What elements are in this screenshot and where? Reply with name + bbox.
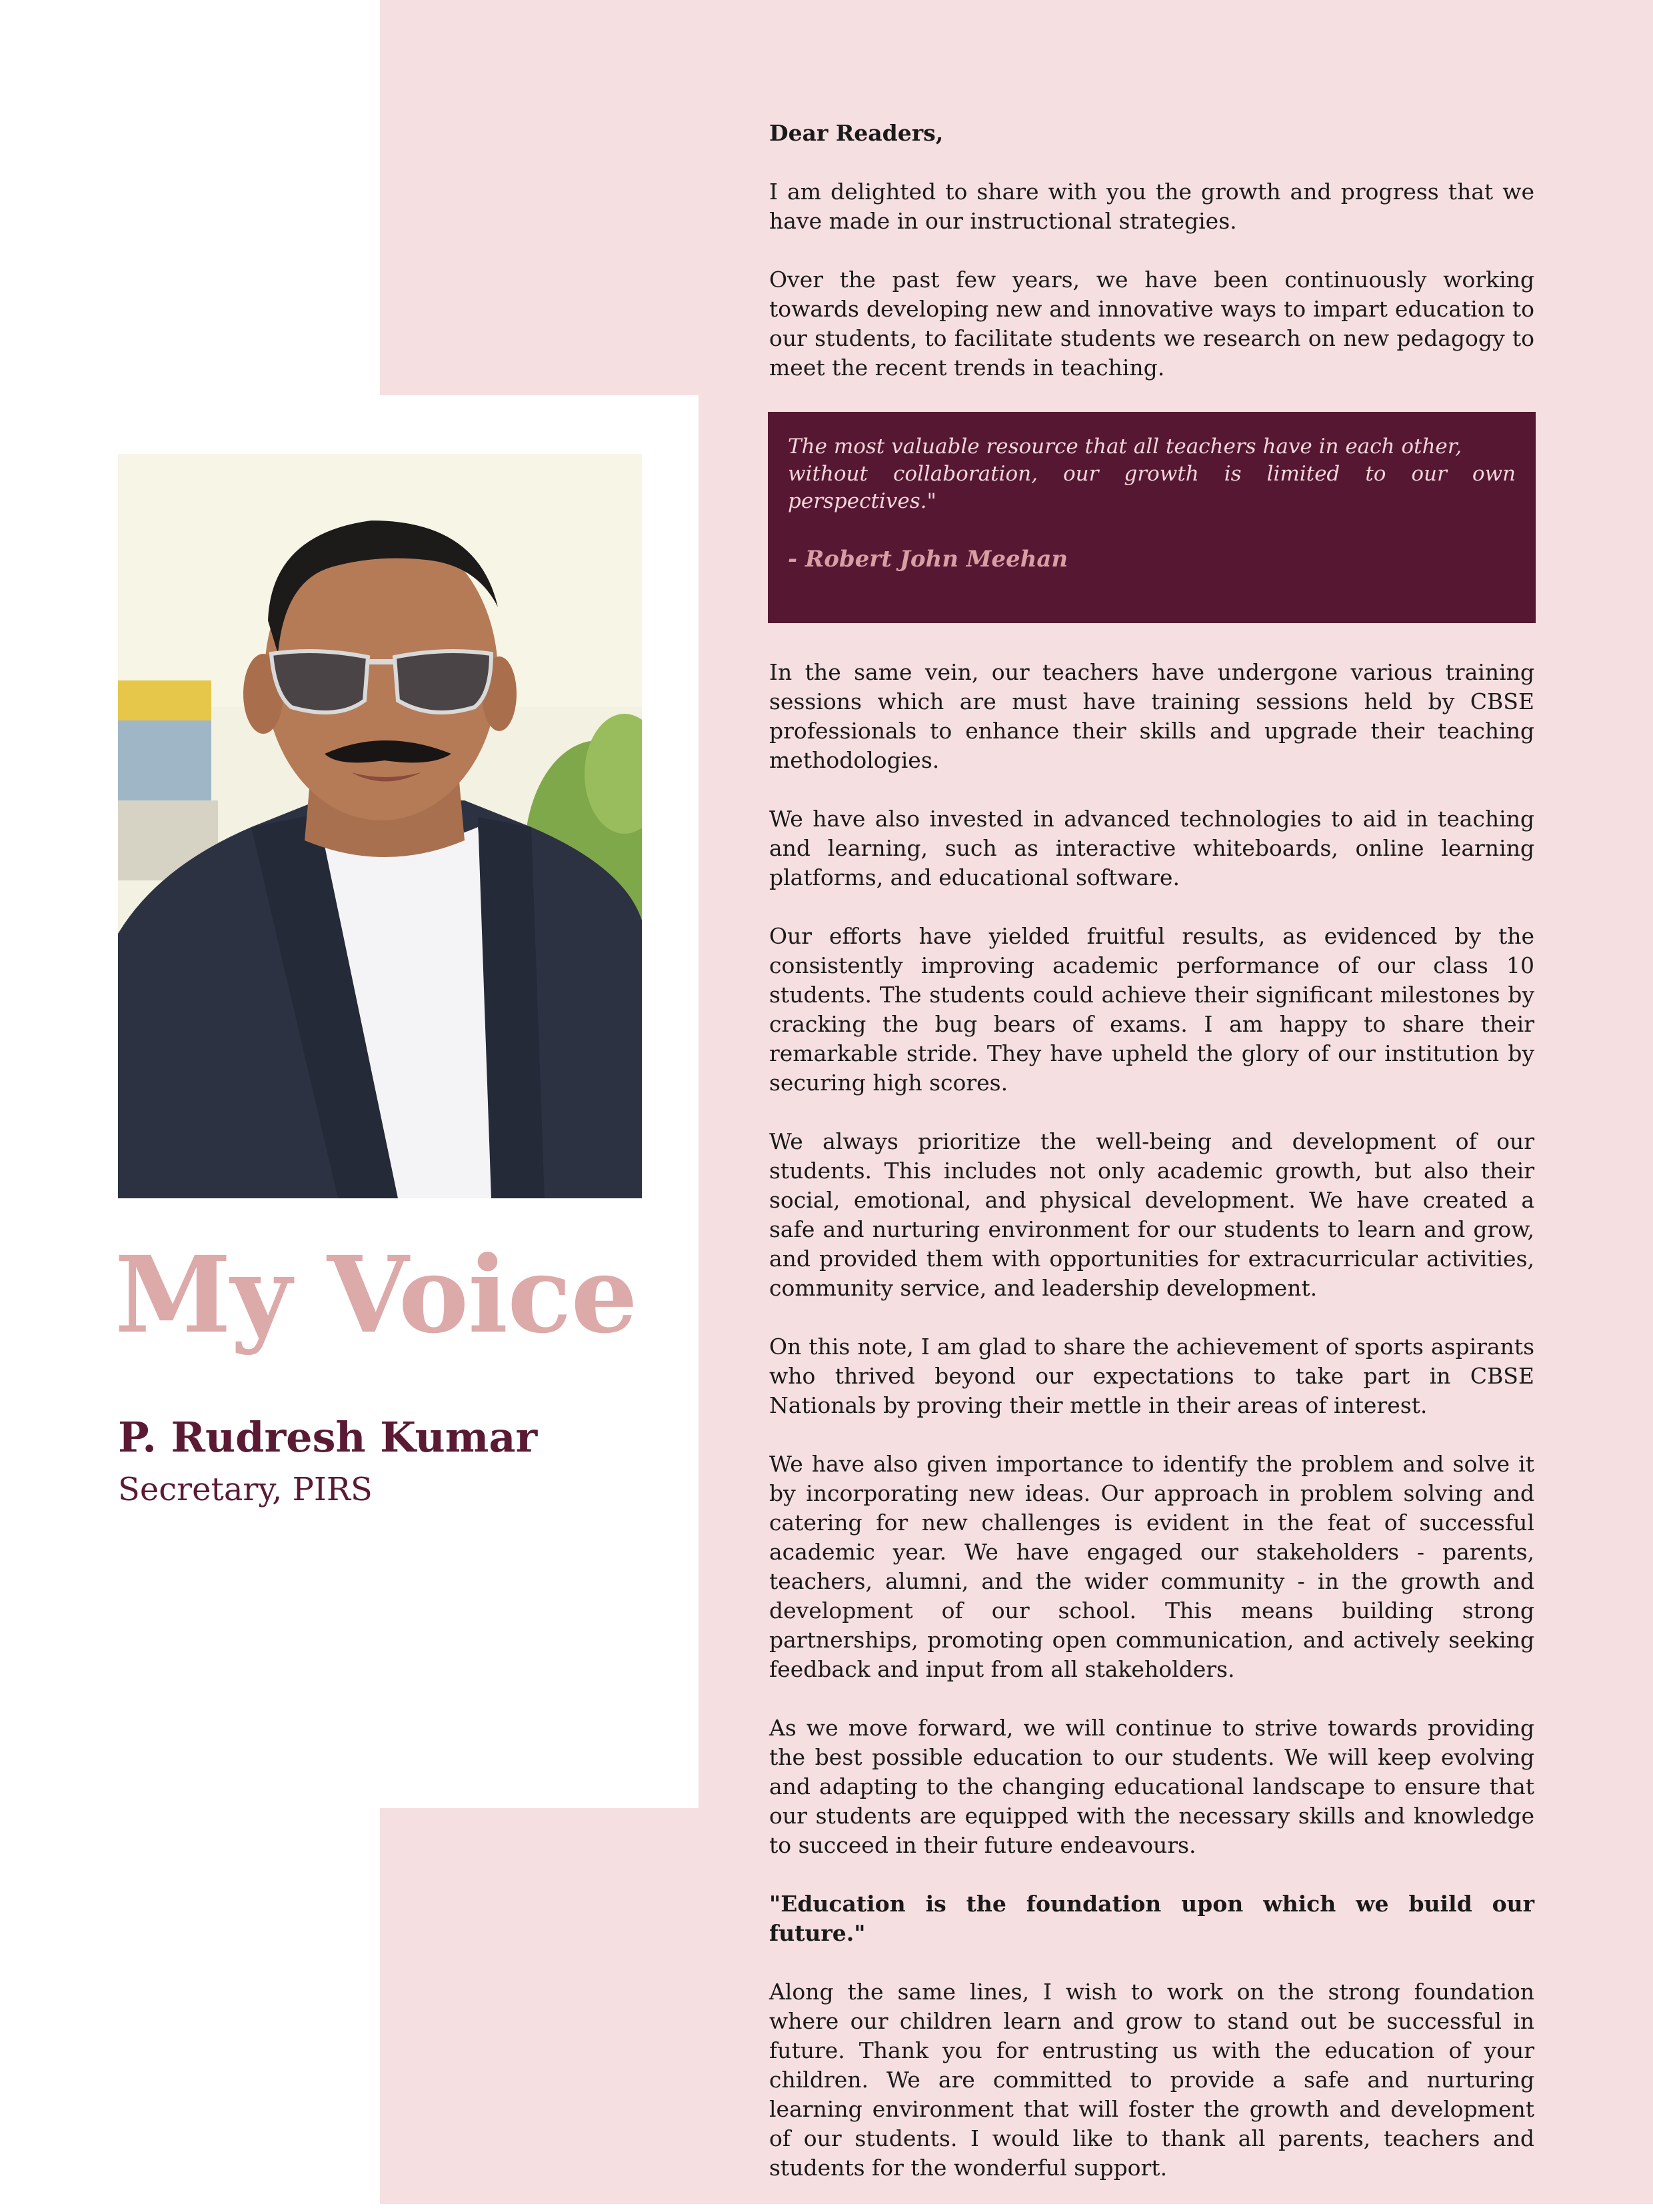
paragraph: In the same vein, our teachers have undergone various training sessions which are must have training sessions held by CBSE professionals to enhance their skills and upgrade their teaching methodologies. (769, 659, 1534, 773)
letter-body (769, 119, 1534, 2212)
paragraph: As we move forward, we will continue to strive towards providing the best possible education to our students. We will keep evolving and adapting to the changing educational landscape to ensure that our students are equipped with the necessary skills and knowledge to succeed in their future endeavours. (769, 1715, 1534, 1858)
page-heading: My Voice (115, 1234, 637, 1357)
paragraph: Our efforts have yielded fruitful results, as evidenced by the consistently improving academic performance of our class 10 students. The students could achieve their significant milestones by cracking the bug bears of exams. I am happy to share their remarkable stride. They have upheld the glory of our institution by securing high scores. (769, 923, 1534, 1096)
quote-line-2: without collaboration, our growth is limited to our own perspectives." (788, 462, 1516, 513)
author-role: Secretary, PIRS (118, 1471, 373, 1508)
author-name: P. Rudresh Kumar (118, 1413, 538, 1462)
author-portrait-photo (118, 454, 642, 1198)
salutation: Dear Readers, (769, 120, 944, 146)
quote-box (768, 412, 1536, 623)
quote-line-1: The most valuable resource that all teachers have in each other, (788, 435, 1462, 459)
closing-paragraph: Along the same lines, I wish to work on the strong foundation where our children learn and grow to stand out be successful in future. Thank you for entrusting us with the education of your children. We are committed to provide a safe and nurturing learning environment that will foster the growth and development of our students. I would like to thank all parents, teachers and students for the wonderful support. (769, 1979, 1534, 2181)
paragraph: On this note, I am glad to share the achievement of sports aspirants who thrived beyond our expectations to take part in CBSE Nationals by proving their mettle in their areas of interest. (769, 1334, 1534, 1418)
paragraph: I am delighted to share with you the growth and progress that we have made in our instructional strategies. (769, 179, 1534, 234)
paragraph: We have also invested in advanced technologies to aid in teaching and learning, such as interactive whiteboards, online learning platforms, and educational software. (769, 806, 1534, 890)
bold-quote: "Education is the foundation upon which we build our future." (769, 1891, 1534, 1946)
paragraph: We always prioritize the well-being and development of our students. This includes not only academic growth, but also their social, emotional, and physical development. We have created a safe and nurturing environment for our students to learn and grow, and provided them with opportunities for extracurricular activities, community service, and leadership development. (769, 1128, 1534, 1301)
paragraph: We have also given importance to identify the problem and solve it by incorporating new ideas. Our approach in problem solving and catering for new challenges is evident in the feat of successful academic year. We have engaged our stakeholders - parents, teachers, alumni, and the wider community - in the growth and development of our school. This means building strong partnerships, promoting open communication, and actively seeking feedback and input from all stakeholders. (769, 1451, 1534, 1682)
paragraph: Over the past few years, we have been continuously working towards developing new and innovative ways to impart education to our students, to facilitate students we research on new pedagogy to meet the recent trends in teaching. (769, 267, 1534, 381)
quote-author: - Robert John Meehan (788, 546, 1068, 572)
quote-text (788, 433, 1516, 515)
